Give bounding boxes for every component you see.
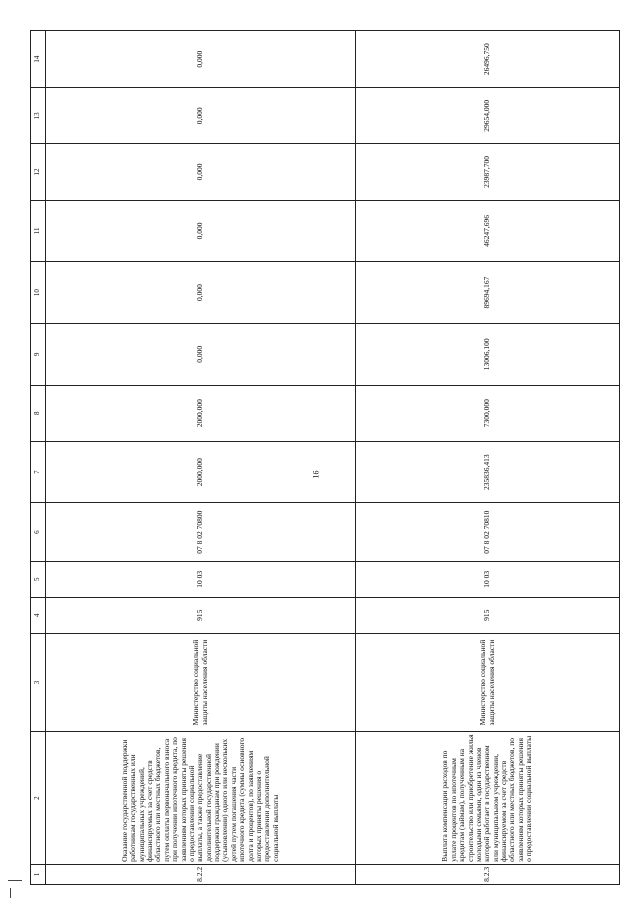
- cell-col5: 10 03: [46, 561, 356, 597]
- cell-col14: 26496,750: [356, 31, 620, 88]
- rotated-table-wrapper: [30, 30, 620, 885]
- page-number: 16: [311, 470, 321, 479]
- cell-col8: 7300,000: [356, 385, 620, 441]
- cell-col9: 13006,100: [356, 323, 620, 385]
- col-header-7: 7: [31, 441, 46, 503]
- row-number: 8.2.3: [356, 864, 620, 884]
- executor: Министерство социальной защиты населения области: [46, 633, 356, 732]
- cell-col11: 46247,696: [356, 200, 620, 262]
- cell-col9: 0,000: [46, 323, 356, 385]
- cell-col7: 235836,413: [356, 441, 620, 503]
- cell-col13: 29654,000: [356, 88, 620, 144]
- cell-col10: 0,000: [46, 262, 356, 324]
- col-header-11: 11: [31, 200, 46, 262]
- col-header-12: 12: [31, 144, 46, 200]
- cell-col6: 07 8 02 70800: [46, 503, 356, 561]
- margin-tick: [10, 888, 11, 898]
- cell-col12: 23987,700: [356, 144, 620, 200]
- col-header-13: 13: [31, 88, 46, 144]
- col-header-2: 2: [31, 732, 46, 864]
- col-header-5: 5: [31, 561, 46, 597]
- cell-col8: 2000,000: [46, 385, 356, 441]
- cell-col7: 2000,000: [46, 441, 356, 503]
- cell-col10: 89694,167: [356, 262, 620, 324]
- col-header-10: 10: [31, 262, 46, 324]
- cell-col14: 0,000: [46, 31, 356, 88]
- col-header-3: 3: [31, 633, 46, 732]
- executor: Министерство социальной защиты населения области: [356, 633, 620, 732]
- col-header-6: 6: [31, 503, 46, 561]
- col-header-4: 4: [31, 597, 46, 633]
- row-number: 8.2.2: [46, 864, 356, 884]
- cell-col4: 915: [46, 597, 356, 633]
- cell-col13: 0,000: [46, 88, 356, 144]
- table-row: [356, 31, 620, 885]
- table-row: [46, 31, 356, 885]
- measure-description: Выплата компенсации расходов по уплате процентов по ипотечным кредитам (займам), полученным на строительство или приобретение жилья молодыми семьями, один из членов которой работает в государственном или муниципальном учреждении, финансируемом за счет средств областного или местных бюджетов, по заявлениям которых приняты решения о предоставлении социальной выплаты: [356, 732, 620, 864]
- col-header-1: 1: [31, 864, 46, 884]
- cell-col12: 0,000: [46, 144, 356, 200]
- col-header-8: 8: [31, 385, 46, 441]
- header-row: [31, 31, 46, 885]
- cell-col11: 0,000: [46, 200, 356, 262]
- program-table: [30, 30, 620, 885]
- cell-col4: 915: [356, 597, 620, 633]
- measure-description: Оказание государственной поддержки работникам государственных или муниципальных учреждений, финансируемых за счет средств областного или местных бюджетов, путем оплаты первоначального взноса при получении ипотечного кредита, по заявлениям которых приняты решения о предоставлении социальной выплаты, а также предоставление дополнительной государственной поддержки гражданам при рождении (усыновлении) одного или нескольких детей путем погашения части ипотечного кредита (суммы основного долга и процентов), по заявлениям которых приняты решения о предоставлении дополнительной социальной выплаты: [46, 732, 356, 864]
- cell-col5: 10 03: [356, 561, 620, 597]
- margin-mark: [8, 880, 22, 881]
- col-header-9: 9: [31, 323, 46, 385]
- col-header-14: 14: [31, 31, 46, 88]
- cell-col6: 07 8 02 70810: [356, 503, 620, 561]
